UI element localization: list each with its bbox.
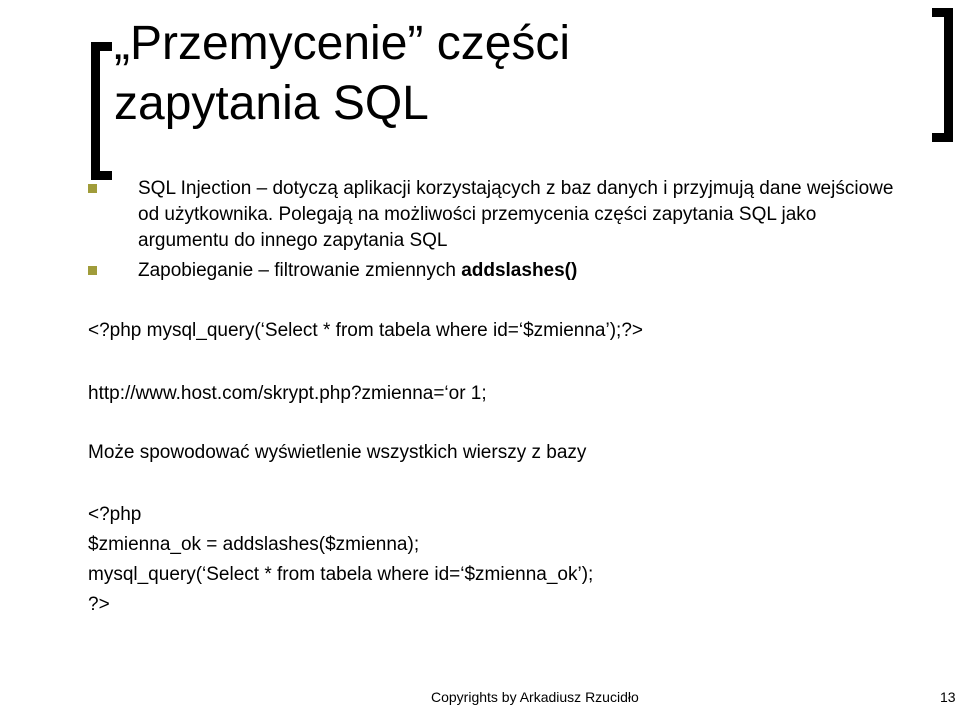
title-left-bracket <box>91 42 112 180</box>
slide-title-line-1: „Przemycenie” części <box>114 17 571 70</box>
safe-code-line: <?php <box>88 504 142 525</box>
bullet-text: Zapobieganie – filtrowanie zmiennych <box>138 260 462 281</box>
title-right-bracket <box>932 8 953 142</box>
square-bullet-icon <box>88 184 97 193</box>
bullet-bold-function: addslashes() <box>461 260 578 281</box>
bullet-text: SQL Injection – dotyczą aplikacji korzystających z baz danych i przyjmują dane wejściowe od użytkownika. Polegają na możliwości przemycenia części zapytania SQL jako argumentu do innego zapytania SQL <box>138 178 894 251</box>
vulnerable-code-line: <?php mysql_query(‘Select * from tabela where id=‘$zmienna’);?> <box>88 320 643 341</box>
safe-code-line: $zmienna_ok = addslashes($zmienna); <box>88 534 420 555</box>
square-bullet-icon <box>88 266 97 275</box>
bullet-item-prevention <box>88 258 908 284</box>
slide-title <box>114 14 874 134</box>
page-number: 13 <box>940 689 956 705</box>
safe-code-line: ?> <box>88 594 110 615</box>
bullet-list <box>88 176 908 288</box>
footer-copyright: Copyrights by Arkadiusz Rzucidło <box>431 689 639 705</box>
effect-note-line: Może spowodować wyświetlenie wszystkich wierszy z bazy <box>88 442 587 463</box>
bullet-item-sql-injection <box>88 176 908 254</box>
attack-url-line: http://www.host.com/skrypt.php?zmienna=‘or 1; <box>88 383 487 404</box>
safe-code-line: mysql_query(‘Select * from tabela where id=‘$zmienna_ok’); <box>88 564 594 585</box>
slide-title-line-2: zapytania SQL <box>114 77 429 130</box>
safe-code-block <box>88 500 593 620</box>
